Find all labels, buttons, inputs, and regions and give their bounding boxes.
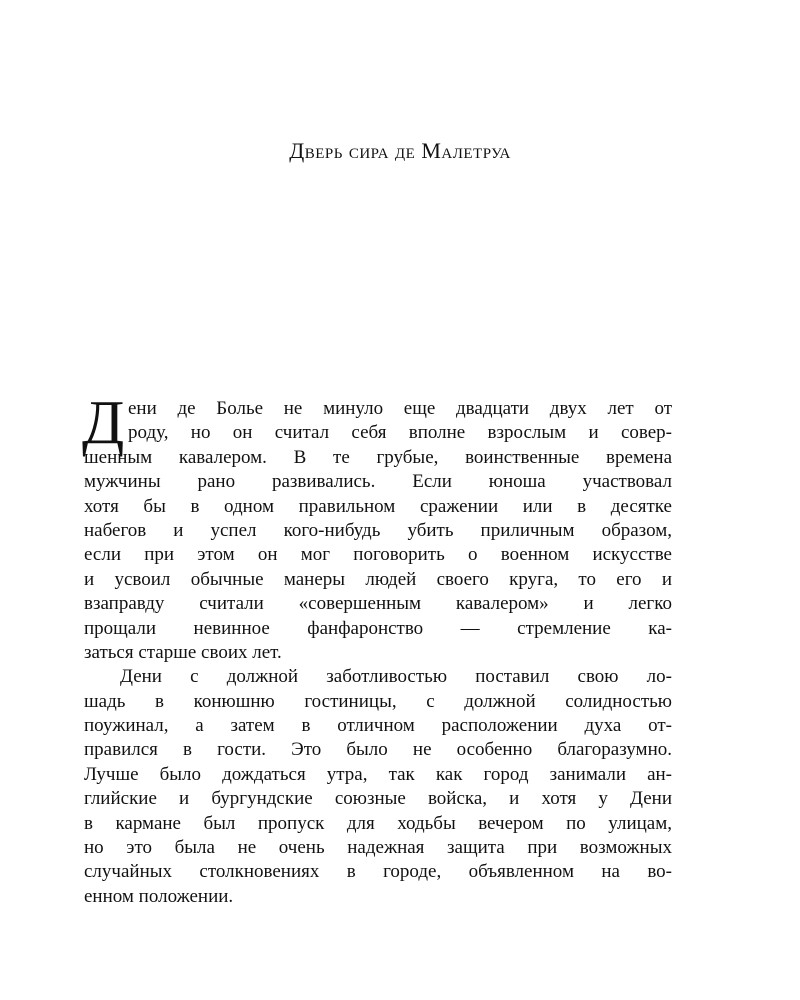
text-line: если при этом он мог поговорить о военном искусстве	[84, 544, 672, 566]
text-line: набегов и успел кого-нибудь убить приличным образом,	[84, 519, 672, 541]
text-line: и усвоил обычные манеры людей своего круга, то его и	[84, 568, 672, 590]
text-line: роду, но он считал себя вполне взрослым и совер-	[128, 422, 672, 444]
paragraph-2	[84, 665, 672, 909]
text-line: правился в гости. Это было не особенно благоразумно.	[84, 739, 672, 761]
text-line: Дени с должной заботливостью поставил свою ло-	[120, 666, 672, 688]
text-line: глийские и бургундские союзные войска, и хотя у Дени	[84, 788, 672, 810]
chapter-title: Дверь сира де Малетруа	[289, 138, 511, 163]
text-line: хотя бы в одном правильном сражении или в десятке	[84, 495, 672, 517]
text-line: ени де Болье не минуло еще двадцати двух лет от	[128, 398, 672, 419]
text-line: заться старше своих лет.	[84, 641, 282, 663]
text-line: случайных столкновениях в городе, объявленном на во-	[84, 861, 672, 883]
text-line: прощали невинное фанфаронство — стремление ка-	[84, 617, 672, 639]
text-line: в кармане был пропуск для ходьбы вечером по улицам,	[84, 812, 672, 834]
text-line: но это была не очень надежная защита при возможных	[84, 837, 672, 859]
text-line: мужчины рано развивались. Если юноша участвовал	[84, 471, 672, 493]
text-line: взаправду считали «совершенным кавалером» и легко	[84, 593, 672, 615]
text-line: поужинал, а затем в отличном расположении духа от-	[84, 715, 672, 737]
drop-cap: Д	[82, 389, 125, 457]
body-text	[82, 389, 672, 909]
paragraph-1	[82, 389, 672, 665]
text-line: Лучше было дождаться утра, так как город занимали ан-	[84, 763, 672, 785]
text-line: енном положении.	[84, 885, 234, 907]
text-line: шенным кавалером. В те грубые, воинственные времена	[84, 446, 672, 468]
text-line: шадь в конюшню гостиницы, с должной солидностью	[84, 690, 672, 712]
